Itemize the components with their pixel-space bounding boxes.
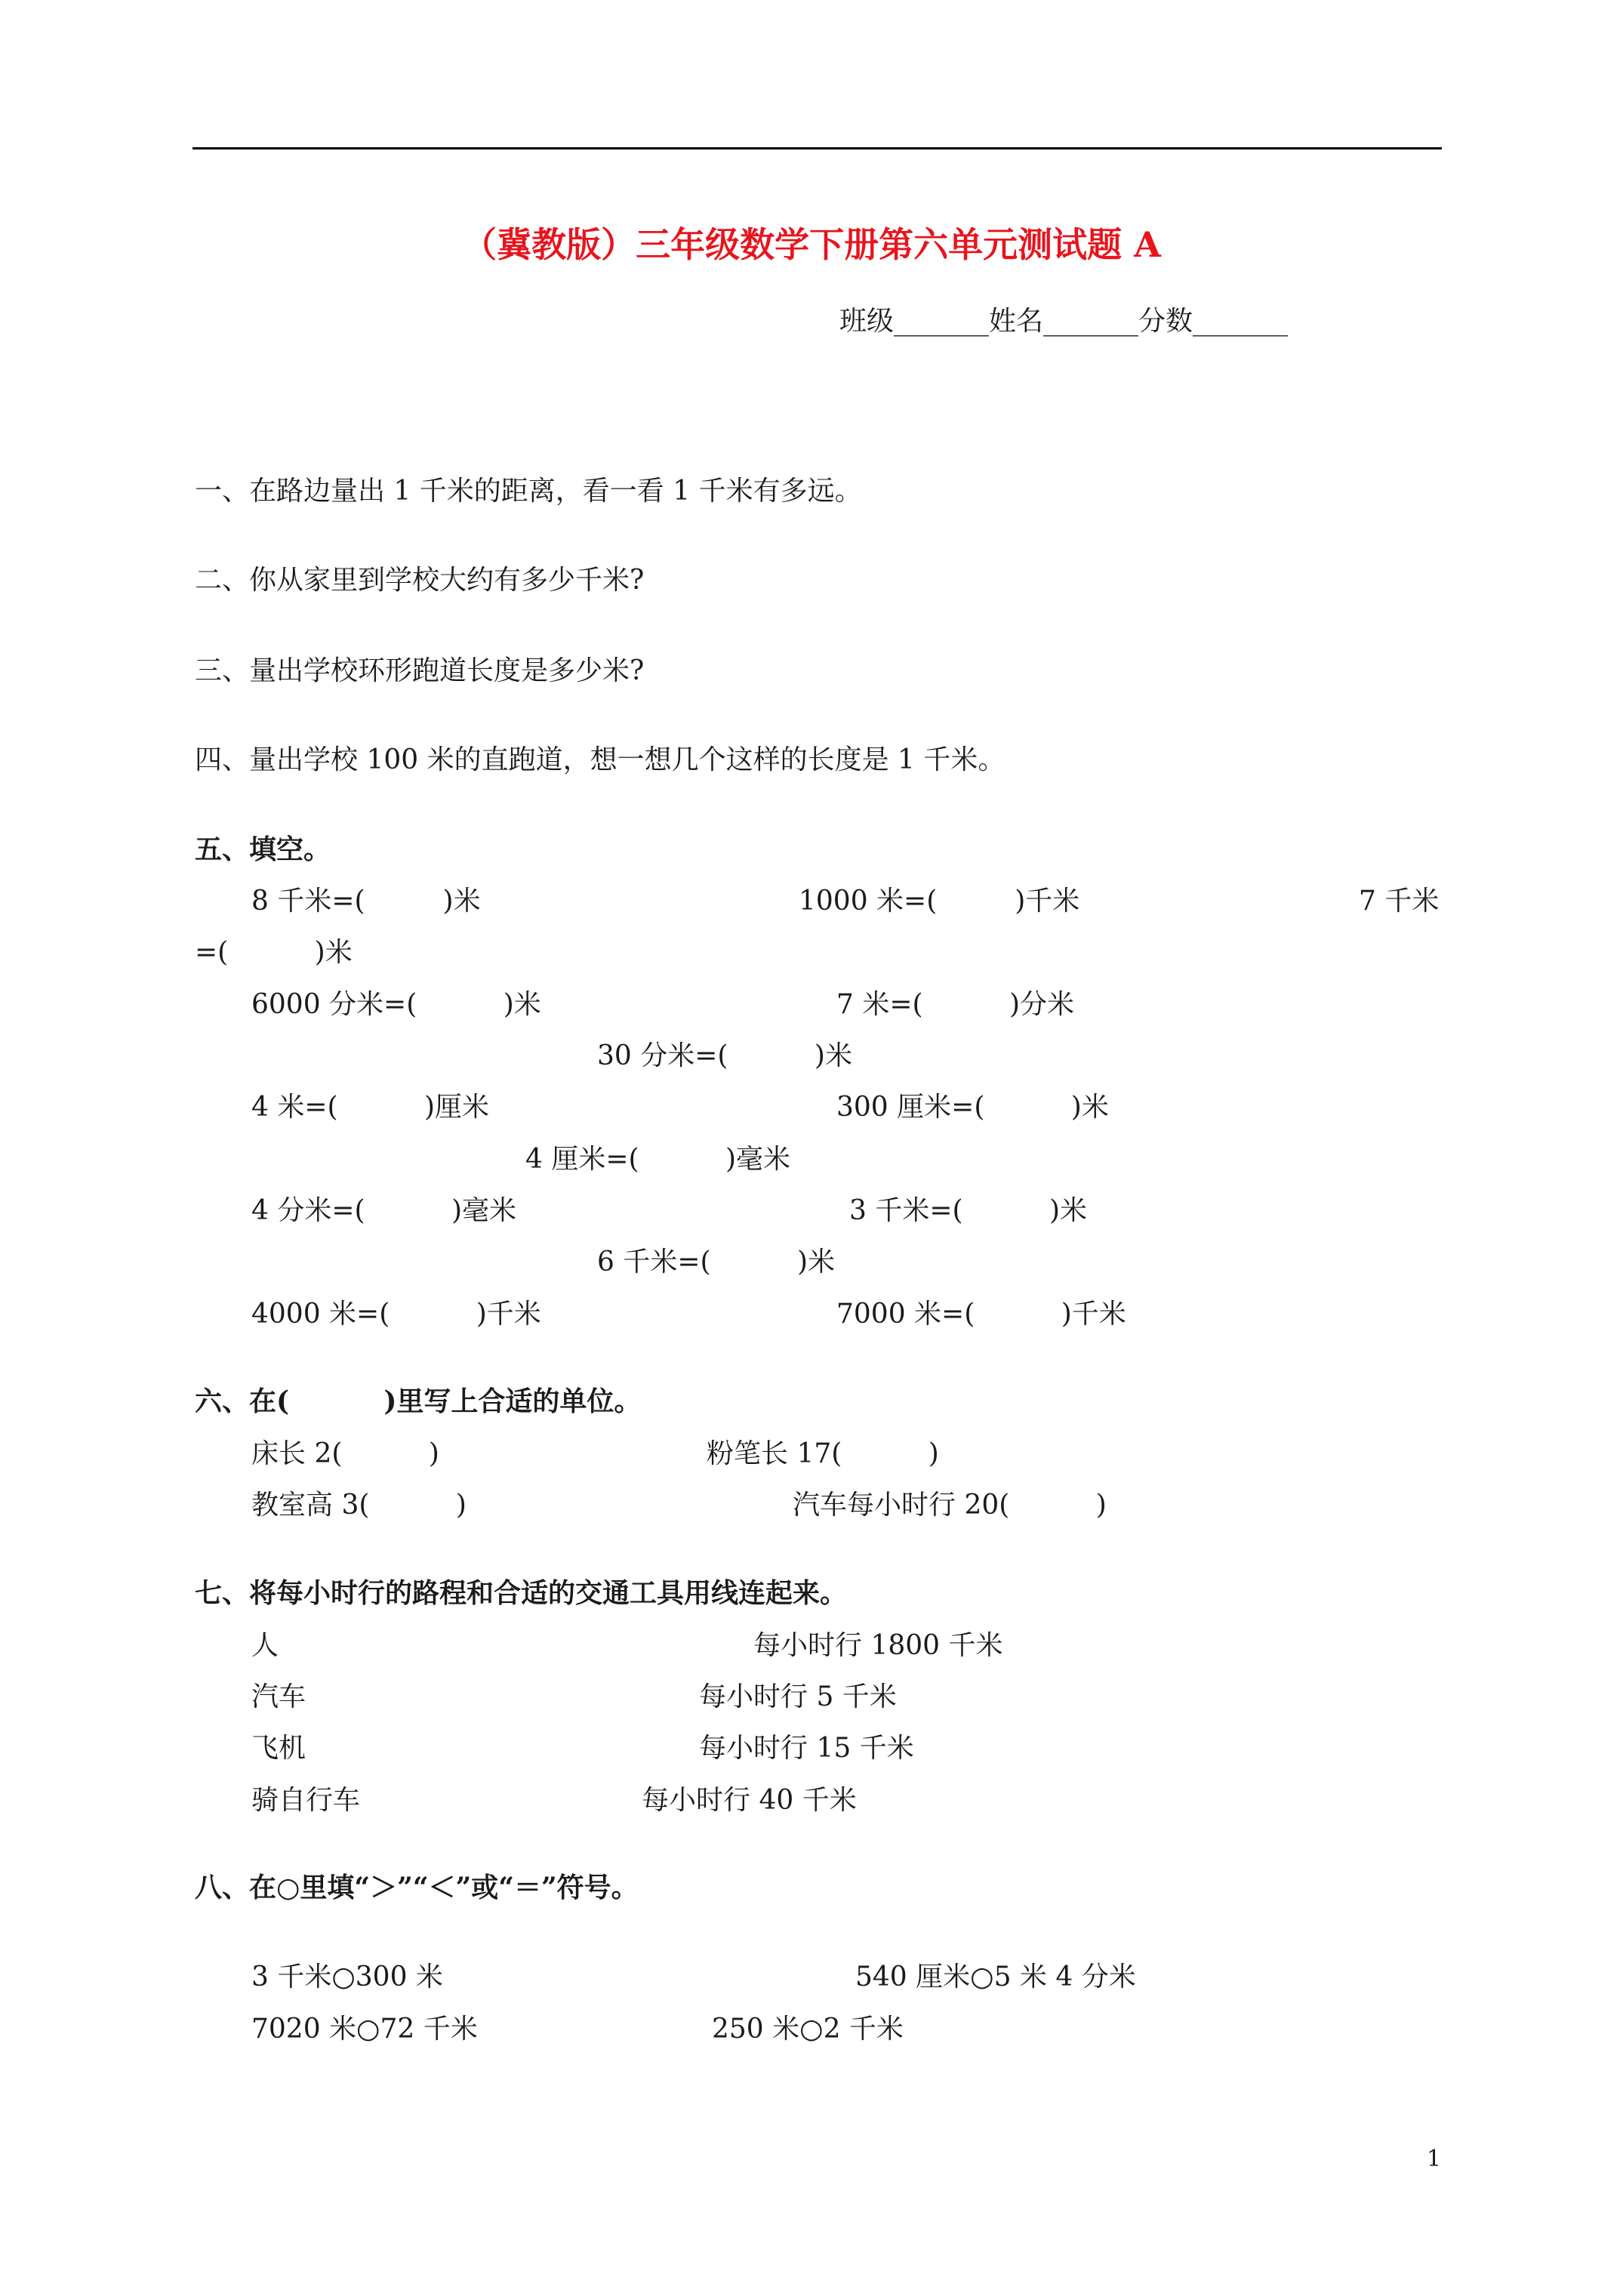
fill-item: 3 千米=( )米 [849, 1195, 1088, 1226]
compare-item: 250 米○2 千米 [712, 2014, 904, 2045]
vehicle-item: 飞机 [251, 1733, 306, 1764]
compare-item: 540 厘米○5 米 4 分米 [855, 1962, 1136, 1992]
unit-item: 教室高 3( ) [251, 1490, 467, 1521]
fill-item: 30 分米=( )米 [597, 1040, 852, 1071]
fill-item: 8 千米=( )米 [251, 886, 481, 917]
fill-item: 4000 米=( )千米 [251, 1299, 541, 1330]
student-info-line: 班级_______姓名_______分数_______ [839, 306, 1289, 337]
speed-item: 每小时行 5 千米 [699, 1681, 897, 1712]
fill-item: 4 分米=( )毫米 [251, 1195, 517, 1226]
header-rule [192, 147, 1442, 149]
fill-item: 7 千米 [1359, 886, 1440, 917]
page-title: （冀教版）三年级数学下册第六单元测试题 A [462, 224, 1161, 265]
question-8-heading: 八、在○里填“＞”“＜”或“＝”符号。 [195, 1872, 639, 1903]
fill-item: 6000 分米=( )米 [251, 989, 541, 1020]
fill-item: 6 千米=( )米 [597, 1247, 836, 1277]
fill-item: 4 厘米=( )毫米 [525, 1144, 791, 1175]
fill-item: =( )米 [195, 937, 353, 968]
fill-item: 7 米=( )分米 [836, 989, 1075, 1020]
question-7-heading: 七、将每小时行的路程和合适的交通工具用线连起来。 [195, 1577, 848, 1609]
speed-item: 每小时行 15 千米 [699, 1733, 914, 1764]
fill-item: 4 米=( )厘米 [251, 1092, 490, 1123]
question-6-heading: 六、在( )里写上合适的单位。 [195, 1385, 642, 1417]
unit-item: 床长 2( ) [251, 1438, 439, 1469]
fill-item: 1000 米=( )千米 [799, 886, 1080, 917]
fill-item: 7000 米=( )千米 [836, 1299, 1126, 1330]
page-number: 1 [1427, 2146, 1442, 2172]
speed-item: 每小时行 1800 千米 [753, 1630, 1003, 1661]
compare-item: 7020 米○72 千米 [251, 2014, 478, 2045]
question-4: 四、量出学校 100 米的直跑道，想一想几个这样的长度是 1 千米。 [195, 744, 1006, 775]
unit-item: 汽车每小时行 20( ) [793, 1490, 1107, 1521]
fill-item: 300 厘米=( )米 [836, 1092, 1109, 1123]
vehicle-item: 人 [251, 1630, 279, 1661]
vehicle-item: 骑自行车 [251, 1785, 361, 1816]
question-3: 三、量出学校环形跑道长度是多少米? [195, 655, 645, 686]
speed-item: 每小时行 40 千米 [642, 1785, 857, 1816]
unit-item: 粉笔长 17( ) [707, 1438, 939, 1469]
question-1: 一、在路边量出 1 千米的距离，看一看 1 千米有多远。 [195, 476, 862, 507]
question-5-heading: 五、填空。 [195, 834, 331, 865]
compare-item: 3 千米○300 米 [251, 1962, 443, 1992]
vehicle-item: 汽车 [251, 1681, 306, 1712]
question-2: 二、你从家里到学校大约有多少千米? [195, 565, 645, 596]
